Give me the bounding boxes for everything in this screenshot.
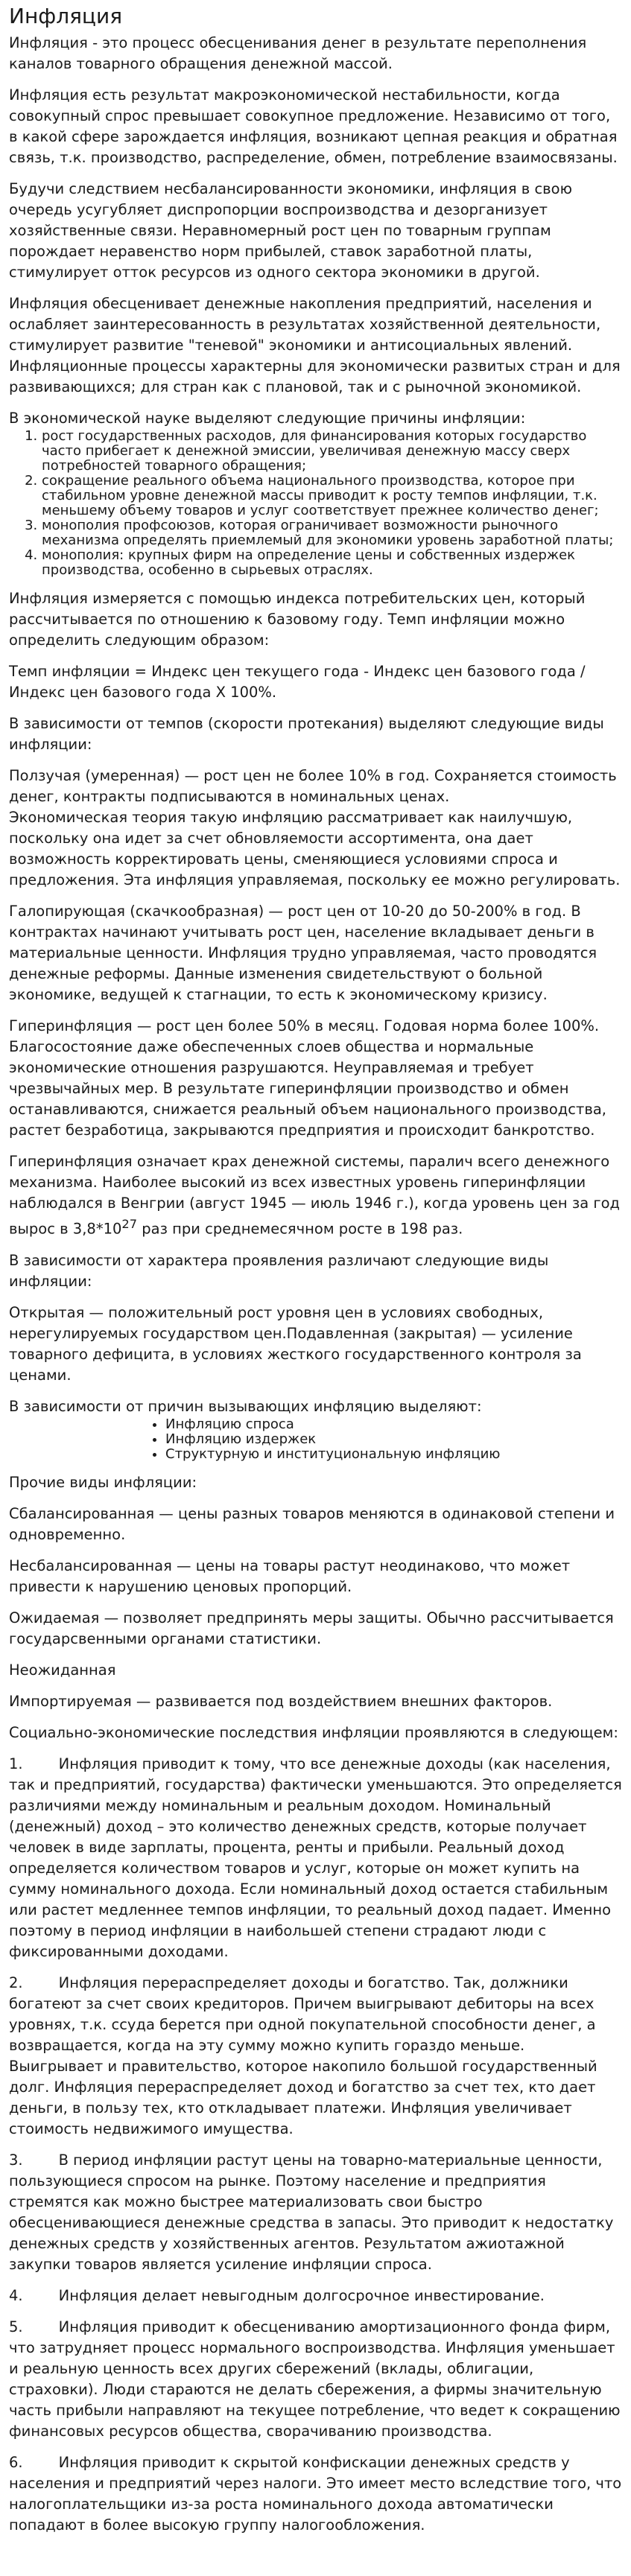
cause-item: 3. монополия профсоюзов, которая ограничивает возможности рыночного механизма определять приемлемый для экономики уровень заработной платы; [42,518,622,548]
paragraph-imported: Импортируемая — развивается под воздействием внешних факторов. [9,1692,553,1710]
paragraph-speed-types-intro: В зависимости от темпов (скорости протекания) выделяют следующие виды инфляции: [9,715,604,753]
hungary-tail: раз при среднемесячном росте в 198 раз. [137,1220,463,1238]
page-title: Инфляция [9,4,123,28]
consequence-number: 6. [9,2453,23,2471]
consequence-text: Инфляция делает невыгодным долгосрочное инвестирование. [58,2286,545,2304]
paragraph-disproportions: Будучи следствием несбалансированности экономики, инфляция в свою очередь усугубляет диспропорции воспроизводства и дезорганизует хозяйственные связи. Неравномерный рост цен по товарным группам порождает неравенство норм прибылей, ставок заработной платы, стимулирует отток ресурсов из одного сектора экономики в другой. [9,180,573,281]
paragraph-creeping-theory: Экономическая теория такую инфляцию рассматривает как наилучшую, поскольку она идет за счет обновляемости ассортимента, она дает возможность корректировать цены, сменяющиеся условиями спроса и предложения. Эта инфляция управляемая, поскольку ее можно регулировать. [9,809,621,888]
paragraph-creeping: Ползучая (умеренная) — рост цен не более 10% в год. Сохраняется стоимость денег, контракты подписываются в номинальных ценах. [9,767,617,805]
cause-item: 2. сокращение реального объема национального производства, которое при стабильном уровне денежной массы приводит к росту темпов инфляции, т.к. меньшему объему товаров и услуг соответствует прежнее количество денег; [42,474,622,518]
consequence-item [9,1973,622,2140]
consequence-text: Инфляция приводит к обесцениванию амортизационного фонда фирм, что затрудняет процесс нормального воспроизводства. Инфляция уменьшает и реальную ценность всех других сбережений (вклады, облигации, страховки). Люди стараются не делать сбережения, а фирмы значительную часть прибыли направляют на текущее потребление, что ведет к сокращению финансовых ресурсов общества, сворачиванию производства. [9,2318,621,2440]
consequence-item [9,2452,622,2536]
consequence-number: 2. [9,1974,23,1991]
consequence-text: В период инфляции растут цены на товарно-материальные ценности, пользующиеся спросом на рынке. Поэтому население и предприятия стремятся как можно быстрее материализовать свои быстро обесценивающиеся денежные средства в запасы. Это приводит к недостатку денежных средств у хозяйственных агентов. Результатом ажиотажной закупки товаров является усиление инфляции спроса. [9,2151,614,2273]
paragraph-open-suppressed: Открытая — положительный рост уровня цен в условиях свободных, нерегулируемых государством цен.Подавленная (закрытая) — усиление товарного дефицита, в условиях жесткого государственного контроля за ценами. [9,1303,582,1384]
cause-type-item: • Структурную и институциональную инфляцию [165,1447,622,1462]
paragraph-character-types-intro: В зависимости от характера проявления различают следующие виды инфляции: [9,1251,549,1290]
paragraph-savings-devaluation: Инфляция обесценивает денежные накопления предприятий, населения и ослабляет заинтересованность в результатах хозяйственной деятельности, стимулирует развитие "теневой" экономики и антисоциальных явлений. Инфляционные процессы характерны для экономически развитых стран и для развивающихся; для стран как с плановой, так и с рыночной экономикой. [9,295,621,395]
consequence-number: 4. [9,2286,23,2304]
exponent: 27 [121,1217,138,1231]
consequence-item [9,2317,622,2442]
consequence-text: Инфляция приводит к тому, что все денежные доходы (как населения, так и предприятий, государства) фактически уменьшаются. Это определяется различиями между номинальным и реальным доходом. Номинальный (денежный) доход – это количество денежных средств, которые получает человек в виде зарплаты, процента, ренты и прибыли. Реальный доход определяется количеством товаров и услуг, которые он может купить на сумму номинального дохода. Если номинальный доход остается стабильным или растет медленнее темпов инфляции, то реальный доход падает. Именно поэтому в период инфляции в наибольшей степени страдают люди с фиксированными доходами. [9,1755,622,1960]
paragraph-other-types: Прочие виды инфляции: [9,1473,197,1491]
paragraph-cause-types-intro: В зависимости от причин вызывающих инфляцию выделяют: [9,1397,482,1415]
consequence-number: 5. [9,2318,23,2335]
paragraph-measurement: Инфляция измеряется с помощью индекса потребительских цен, который рассчитывается по отношению к базовому году. Темп инфляции можно определить следующим образом: [9,590,586,649]
paragraph-unexpected: Неожиданная [9,1661,116,1679]
consequence-text: Инфляция приводит к скрытой конфискации денежных средств у населения и предприятий через налоги. Это имеет место вследствие того, что налогоплательщики из-за роста номинального дохода автоматически попадают в более высокую группу налогообложения. [9,2453,622,2534]
paragraph-expected: Ожидаемая — позволяет предпринять меры защиты. Обычно рассчитывается государсвенными органами статистики. [9,1609,614,1647]
paragraph-unbalanced: Несбалансированная — цены на товары растут неодинаково, что может привести к нарушению ценовых пропорций. [9,1556,571,1595]
cause-type-item: • Инфляцию издержек [165,1432,622,1447]
paragraph-galloping: Галопирующая (скачкообразная) — рост цен от 10-20 до 50-200% в год. В контрактах начинают учитывать рост цен, население вкладывает деньги в материальные ценности. Инфляция трудно управляемая, часто проводятся денежные реформы. Данные изменения свидетельствуют о больной экономике, ведущей к стагнации, то есть к экономическому кризису. [9,903,597,1003]
paragraph-causes-intro: В экономической науке выделяют следующие причины инфляции: [9,410,526,427]
paragraph-hyperinflation-crash [9,1151,622,1240]
paragraph-consequences-intro: Социально-экономические последствия инфляции проявляются в следующем: [9,1723,618,1741]
consequence-number: 3. [9,2151,23,2169]
cause-item: 1. рост государственных расходов, для финансирования которых государство часто прибегает к денежной эмиссии, увеличивая денежную массу сверх потребностей товарного обращения; [42,429,622,474]
cause-types-list [9,1417,622,1462]
consequence-item [9,2286,622,2306]
paragraph-hyperinflation: Гиперинфляция — рост цен более 50% в месяц. Годовая норма более 100%. Благосостояние даже обеспеченных слоев общества и нормальные экономические отношения разрушаются. Неуправляемая и требует чрезвычайных мер. В результате гиперинфляции производство и обмен останавливаются, снижается реальный объем национального производства, растет безработица, закрываются предприятия и происходит банкротство. [9,1017,606,1139]
paragraph-macro-instability: Инфляция есть результат макроэкономической нестабильности, когда совокупный спрос превышает совокупное предложение. Независимо от того, в какой сфере зарождается инфляция, возникают цепная реакция и обратная связь, т.к. производство, распределение, обмен, потребление взаимосвязаны. [9,86,618,166]
paragraph-definition: Инфляция - это процесс обесценивания денег в результате переполнения каналов товарного обращения денежной массой. [9,34,587,72]
consequence-text: Инфляция перераспределяет доходы и богатство. Так, должники богатеют за счет своих кредиторов. Причем выигрывают дебиторы на всех уровнях, т.к. ссуда берется при одной покупательной способности денег, а возвращается, когда на эту сумму можно купить гораздо меньше. Выигрывает и правительство, которое накопило большой государственный долг. Инфляция перераспределяет доход и богатство за счет тех, кто дает деньги, в пользу тех, кто откладывает платежи. Инфляция увеличивает стоимость недвижимого имущества. [9,1974,597,2137]
causes-list [9,429,622,578]
cause-type-item: • Инфляцию спроса [165,1417,622,1432]
paragraph-formula: Темп инфляции = Индекс цен текущего года - Индекс цен базового года /Индекс цен базового года Х 100%. [9,663,586,701]
consequence-item [9,2150,622,2275]
consequence-item [9,1754,622,1962]
paragraph-balanced: Сбалансированная — цены разных товаров меняются в одинаковой степени и одновременно. [9,1504,615,1543]
consequence-number: 1. [9,1755,23,1772]
cause-item: 4. монополия: крупных фирм на определение цены и собственных издержек производства, особенно в сырьевых отраслях. [42,548,622,578]
hungary-text: Гиперинфляция означает крах денежной системы, паралич всего денежного механизма. Наиболее высокий из всех известных уровень гиперинфляции наблюдался в Венгрии (август 1945 — июль 1946 г.), когда уровень цен за год вырос в 3,8*10 [9,1153,621,1238]
